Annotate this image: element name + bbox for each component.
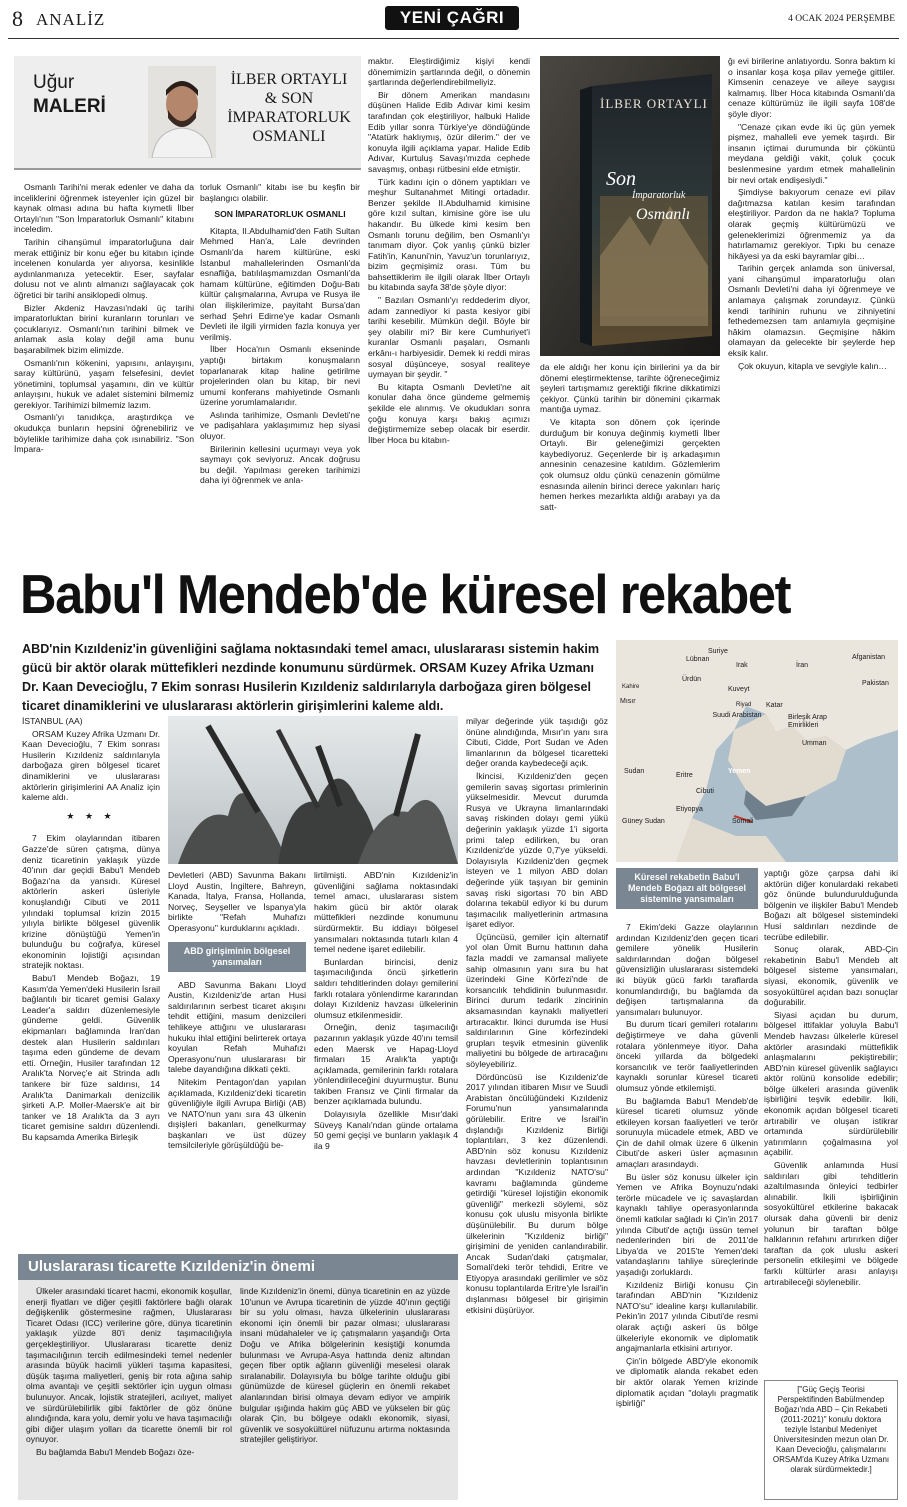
paragraph: Kızıldeniz Birliği konusu Çin tarafından ABD'nin "Kızıldeniz NATO'su" idealine karşı kullanılabilir. Pekin'in 2017 yılında Cibuti'de resmi olarak açtığı askeri üs bölge ülkeleriyle ekonomik ve diplomatik angajmanlarla etkisini artırıyor. bbox=[616, 1279, 758, 1354]
article-headline: Babu'l Mendeb'de küresel rekabet bbox=[20, 563, 791, 625]
column-text-col-1 bbox=[14, 182, 194, 560]
logo-text: YENİ ÇAĞRI bbox=[399, 8, 505, 27]
armed-fighters-image bbox=[168, 716, 458, 864]
region-map bbox=[616, 640, 898, 862]
paragraph: ABD Savunma Bakanı Lloyd Austin, Kızıldeniz'de artan Husi saldırılarının serbest ticaret akışını tehdit ettiğini, masum denizcileri tehlikeye attığını ve uluslararası hukuku ihlal ettiğini belirterek ortaya koyulan Refah Muhafızı Operasyonu'nun uluslararası bir talebe dayandığına dikkati çekti. bbox=[168, 979, 306, 1075]
paragraph: Ülkeler arasındaki ticaret hacmi, ekonomik koşullar, enerji fiyatları ve diğer çeşitli faktörlere bağlı olarak değişkenlik göstermesine rağmen, Uluslararası Ticaret Odası (ICC) verilerine göre, dünya ticaretinin yaklaşık yüzde 80'i deniz taşımacılığıyla gerçekleştiriliyor. Uluslararası ticarette deniz taşımacılığının tercih edilmesindeki temel nedenler arasında büyük hacimli yükleri taşıma kapasitesi, düşük taşıma maliyetleri, geniş bir rota ağına sahip olma avantajı ve çeşitli sektörler için uygun olması bulunuyor. Ancak, lojistik stratejileri, acılıyet, maliyet ve sürdürülebilirlik gibi faktörler de göz önüne alındığında, kara yolu, demir yolu ve hava taşımacılığı gibi diğer ulaşım yolları da ticarette önemli bir rol oynuyor. bbox=[26, 1286, 232, 1445]
middle-east-map bbox=[616, 640, 898, 862]
paragraph: Bir dönem Amerikan mandasını düşünen Halide Edib Adıvar kimi kesim tarafından çok eleştiriliyor, halbuki Halide Edib yıllar sonra Türkiye'ye döndüğünde "Atatürk haklıymış, özür dilerim." der ve konuyla ilgili açıklama yapar. Halide Edib Adıvar, Kurtuluş Savaşı'mızda cephede savaşmış, onbaşı rütbesini elde etmiştir. bbox=[368, 89, 530, 174]
column-title-line: & SON bbox=[264, 90, 314, 107]
paragraph: ORSAM Kuzey Afrika Uzmanı Dr. Kaan Devecioğlu, 7 Ekim sonrası Husilerin Kızıldeniz saldırılarıyla darboğaza giren bölgesel ticaret dinamiklerini ve uluslararası aktörlerin girişimlerini AA Analiz için kaleme aldı. bbox=[22, 728, 160, 803]
subheading: SON İMPARATORLUK OSMANLI bbox=[214, 209, 346, 220]
map-label-pakistan: Pakistan bbox=[862, 680, 889, 687]
paragraph: Birilerinin kellesini uçurmayı veya yok saymayı çok seviyoruz. Ancak doğrusu bu değil. Yapılması gereken tarihimizi daha iyi öğrenmek ve anla- bbox=[200, 443, 360, 486]
paragraph: Tarihin cihanşümul imparatorluğuna dair merak ettiğiniz bir konu eğer bu kitabın içinde incelenen konularda yer alıyorsa, kesinlikle aydınlanmanıza yetecektir. Eser, sayfalar dolusu not ve alıntı almanızı sağlayacak çok öğretici bir tarihi ansiklopedi olmuş. bbox=[14, 236, 194, 300]
author-first-name: Uğur bbox=[33, 72, 75, 93]
paragraph: Nitekim Pentagon'dan yapılan açıklamada, Kızıldeniz'deki ticaretin güvenliğiyle ilgili Avrupa Birliği (AB) ve NATO'nun yanı sıra 43 ülkenin dışişleri bakanları, genelkurmay başkanları ve üst düzey temsilcileriyle görüşüldüğü be- bbox=[168, 1076, 306, 1151]
paragraph: Tarihin gerçek anlamda son üniversal, yani cihanşümul imparatorluğu olan Osmanlı Devleti'ni daha iyi öğrenmeye ve anlamaya çalışmak zorundayız. Çünkü kendi tarihinin ruhunu ve zihniyetini fethedemezsen tam anlamıyla geçmişine hâkim olamazsın. Geçmişine hâkim olamayan da gelecekte bir şeylerde hep eksik kalır. bbox=[728, 263, 895, 359]
paragraph: yaptığı göze çarpsa dahi iki aktörün diğer konulardaki rekabeti göz önünde bulundurulduğunda bölgenin ve ilişkiler Babu'l Mendeb Boğazı alt bölgesel sistemindeki Husi saldırıları nezdinde de tecrübe edilebilir. bbox=[764, 868, 898, 942]
paragraph: ğı evi birilerine anlatıyordu. Sonra baktım ki o insanlar koşa koşa pilav yemeğe gittiler. Kimsenin cenazeye ve aileye saygısı kalmamış. İlber Hoca kitabında Osmanlı'da cenaze kültürümüz ile ilgili sayfa 108'de şöyle diyor: bbox=[728, 56, 895, 119]
map-label-somali: Somali bbox=[732, 818, 754, 825]
paragraph: 7 Ekim olaylarından itibaren Gazze'de süren çatışma, dünya deniz ticaretinin yaklaşık yüzde 40'ının dar geçidi Babu'l Mendeb Boğazı'na da yansıdı. Küresel aktörlerin askeri üsleriyle konuşlandığı Cibuti ve 2011 yılındaki toplumsal krizin 2015 yılıyla birlikte bölgesel güvenlik krizine dönüştüğü Yemen'in bulunduğu bu coğrafya, küresel ekonominin lojistiği açısından stratejik noktası. bbox=[22, 833, 160, 971]
article-col-6 bbox=[764, 868, 898, 1368]
author-photo bbox=[148, 66, 216, 158]
paragraph: da ele aldığı her konu için birilerini ya da bir dönemi eleştirmektense, tarihte öğreneceğimiz şeyleri tartışmamız gerektiği fikrine dikkatimizi çekiyor. Çünkü tarihin bir dönemini çıkarmak mantığa uymaz. bbox=[540, 362, 720, 415]
paragraph: Bu üsler söz konusu ülkeler için Yemen ve Afrika Boynuzu'ndaki terörle mücadele ve iç savaşlardan kaynaklı tahliye operasyonlarında önemli katkılar sağladı ki Çin'in 2017 yılında Cibuti'de açtığı üssün temel nedenlerinden biri de 2011'de Libya'da ve 2015'te Yemen'deki vatandaşlarını tahliye süreçlerinde yaşadığı zorluklardı. bbox=[616, 1171, 758, 1277]
paragraph: Babu'l Mendeb Boğazı, 19 Kasım'da Yemen'deki Husilerin İsrail bağlantılı bir ticaret gemisi Galaxy Leader'a saldırı düzenlemesiyle gündeme geldi. Güvenlik ekipmanları bağlamında İran'dan destek alan Husilerin saldırıları taşıma eden gündeme de devam etti. Örneğin, Husiler tarafından 12 Aralık'ta Norveç'e ait Strinda adlı tankere bir füze saldırısı, 14 Aralık'ta Danimarkalı denizcilik şirketi A.P. Moller-Maersk'e ait bir tanker ve 18 Aralık'ta da 3 ayrı ticaret gemisine saldırı düzenlendi. Bu kapsamda Amerika Birleşik bbox=[22, 973, 160, 1142]
column-text-col-5 bbox=[728, 56, 895, 560]
paragraph: İlber Hoca'nın Osmanlı ekseninde yaptığı birtakım konuşmaların toparlanarak kitap haline getirilme projelerinden olan bu kitap, bir nevi umumi konferans mahiyetinde Osmanlı üzerine yorumlamalarıdır. bbox=[200, 344, 360, 408]
paragraph: Şimdiyse bakıyorum cenaze evi pilav dağıtmazsa katılan kesim tarafından eleştiriliyor. Pardon da ne hakla? Topluma olarak geçmiş kültürümüzü ve geleneklerimizi öğrenmemiz ya da hatırlamamız gerekiyor. Tıpkı bu cenaze hikâyesi ya da eski bayramlar gibi… bbox=[728, 187, 895, 261]
paragraph: Siyasi açıdan bu durum, bölgesel ittifaklar yoluyla Babu'l Mendeb havzası ülkelerle küresel aktörler arasındaki müttefiklik anlaşmalarını pekiştirebilir; ABD'nin küresel güvenlik sağlayıcı aktör rolünü konsolide edebilir; bölge ülkeleri arasında güvenlik işbirliğini teşvik edebilir. İkili, ekonomik açıdan bölgesel ticareti artırabilir ve oluşan istikrar ortamında sürdürülebilir yatırımların çoğalmasına yol açabilir. bbox=[764, 1009, 898, 1158]
paragraph: Aslında tarihimize, Osmanlı Devleti'ne ve padişahlara yaklaşımımız hep siyasi oluyor. bbox=[200, 409, 360, 442]
map-label-yemen: Yemen bbox=[728, 768, 751, 775]
page-number: 8 bbox=[12, 6, 23, 31]
article-col-2 bbox=[168, 870, 306, 1246]
book-title-2: İmparatorluk bbox=[632, 190, 686, 201]
section-caption-bar: ABD girişiminin bölgesel yansımaları bbox=[168, 942, 306, 972]
map-label-eritre: Eritre bbox=[676, 772, 693, 779]
paragraph: maktır. Eleştirdiğimiz kişiyi kendi dönemimizin şartlarında değil, o dönemin şartlarında değerlendirebilmeliyiz. bbox=[368, 56, 530, 88]
map-label-kahire: Kahire bbox=[622, 684, 640, 690]
map-label-riyad: Riyad bbox=[736, 702, 752, 708]
paragraph: Osmanlı'yı tanıdıkça, araştırdıkça ve okudukça bunların hepsini öğrenebiliriz ve böylelikle tarihimize daha çok ısınabiliriz. "Son İmpara- bbox=[14, 412, 194, 455]
map-label-etiyopya: Etiyopya bbox=[676, 806, 703, 813]
article-col-4 bbox=[466, 716, 608, 1502]
map-label-bae: Birleşik Arap Emirlikleri bbox=[788, 714, 827, 729]
author-footnote: ["Güç Geçiş Teorisi Perspektifinden Babülmendep Boğazı'nda ABD – Çin Rekabeti (2011-2021)" konulu doktora teziyle İstanbul Medeniyet Üniversitesinden mezun olan Dr. Kaan Devecioğlu, çalışmalarını ORSAM'da Kuzey Afrika Uzmanı olarak sürdürmektedir.] bbox=[772, 1385, 890, 1474]
map-label-umman: Umman bbox=[802, 740, 827, 747]
paragraph: Türk kadını için o dönem yaptıkları ve meşhur Sultanahmet Mitingi ortadadır. Benzer şekilde II.Abdulhamid kimisine göre kızıl sultan, kimisine göre ise ulu hakandır. Bu ülkede kimi kesim ben Osmanlı torunu değilim, ben Osmanlı'yı tanımam diyor. Çok yanlış çünkü bizler Fatih'in, Kanuni'nin, Yavuz'un torunlarıyız, bizim geçmişimiz orası. Tüm bu bahsettiklerim ile ilgili olarak İlber Ortaylı bu kitabında sayfa 38'de şöyle diyor: bbox=[368, 176, 530, 293]
paragraph: milyar değerinde yük taşıdığı göz önüne alındığında, Mısır'ın yanı sıra Cibuti, Cidde, Port Sudan ve Aden limanlarının da bölgesel ticaretteki değer oranda kaybedeceği açık. bbox=[466, 716, 608, 769]
paragraph: İkincisi, Kızıldeniz'den geçen gemilerin savaş sigortası primlerinin yükselmesidir. Mevcut durumda Rusya ve Ukrayna limanlarındaki savaş riskinden dolayı gemi yükü değerinin yaklaşık yüzde 1'i sigorta primi talep edilirken, bu oran Kızıldeniz'de yüzde 0,7'ye yükseldi. Dolayısıyla Kızıldeniz'den geçmek isteyen ve 1 milyon ABD doları değerinde yük taşıyan bir geminin savaş riski sigortası 70 bin ABD dolarına tekabül ediyor ki bu durum taşımacılık maliyetlerinin artmasına işaret ediyor. bbox=[466, 770, 608, 930]
paragraph: Bu bağlamda Babu'l Mendeb'de küresel ticareti olumsuz yönde etkileyen korsan faaliyetleri ve terör sorunuyla mücadele etmek, ABD ve Çin de dahil olmak üzere 6 ülkenin Cibuti'de askeri üsler açmasının amaçları arasındaydı. bbox=[616, 1095, 758, 1170]
paragraph: torluk Osmanlı" kitabı ise bu keşfin bir başlangıcı olabilir. bbox=[200, 182, 360, 203]
map-label-guney-sudan: Güney Sudan bbox=[622, 818, 665, 825]
paragraph: Devletleri (ABD) Savunma Bakanı Lloyd Austin, İngiltere, Bahreyn, Kanada, İtalya, Fransa, Hollanda, Norveç, Seyşeller ve İspanya'yla birlikte "Refah Muhafızı Operasyonu" kurduklarını açıkladı. bbox=[168, 870, 306, 933]
article-col-3 bbox=[314, 870, 458, 1246]
info-box-col-1 bbox=[26, 1286, 232, 1498]
info-box-col-2 bbox=[240, 1286, 450, 1498]
paragraph: 7 Ekim'deki Gazze olaylarının ardından Kızıldeniz'den geçen ticari gemilere yönelik Husilerin saldırılarından doğan bölgesel güvensizliğin uluslararası sistemdeki iki büyük gücü farklı taraflarda konumlandırdığı, bu bağlamda da değişen tartışmalarına da yansımaları bulunuyor. bbox=[616, 922, 758, 1017]
map-label-kuveyt: Kuveyt bbox=[728, 686, 750, 693]
book-title-1: Son bbox=[606, 168, 636, 190]
paragraph: Osmanlı Tarihi'ni merak edenler ve daha da inceliklerini öğrenmek isteyenler için güzel bir kaynak olması adına bu hafta kıymetli İlber Ortaylı'nın "Son İmparatorluk Osmanlı" kitabını inceledim. bbox=[14, 182, 194, 235]
map-label-sudan: Sudan bbox=[624, 768, 645, 775]
column-title bbox=[224, 70, 354, 146]
info-box-title-bar bbox=[18, 1254, 458, 1280]
paragraph: Ve kitapta son dönem çok içerinde durduğum bir konuya değinmiş kıymetli İlber Ortaylı. Bir geleneğimizi gerçekten kaybediyoruz. Geçenlerde bir iş arkadaşımın annesinin cenazesine katıldım. Gözlemlerim çok olumsuz oldu çünkü cenazenin gömülme esnasında ailenin birinci derece yakınları hariç hemen herkes mezarlıkta aldığı arabayı ya da satt- bbox=[540, 416, 720, 512]
author-last-name: MALERİ bbox=[33, 96, 106, 117]
column-title-line: İLBER ORTAYLI bbox=[230, 71, 348, 88]
paragraph: linde Kızıldeniz'in önemi, dünya ticaretinin en az yüzde 10'unun ve Avrupa ticaretinin de yüzde 40'ının geçtiği bir su yolu olması, havza ülkelerinin uluslararası ekonomi için önemli bir pazar olması; uluslararası insani müdahaleler ve iç çatışmaların yaşandığı Orta Doğu ve Afrika bölgelerinin kesiştiği konumda bulunması ve Avrupa-Asya hattında deniz altından geçen fiber optik ağların güvenliği meselesi olarak sıralanabilir. Dolayısıyla bu bölge tarihte olduğu gibi günümüzde de küresel güçlerin en önemli rekabet alanlarından birisi olmaya devam ediyor ve ampirik bulgular ışığında hakim güç ABD ve yükselen bir güç olarak Çin, bu bölgeye odaklı ekonomik, siyasi, güvenlik ve sosyokültürel nüfuzunu artırma noktasında stratejiler geliştiriyor. bbox=[240, 1286, 450, 1445]
column-title-line: OSMANLI bbox=[252, 128, 326, 145]
map-label-afganistan: Afganistan bbox=[852, 654, 886, 661]
article-lead: ABD'nin Kızıldeniz'in güvenliğini sağlama noktasındaki temel amacı, uluslararası sistemin hakim gücü bir aktör olarak müttefikleri nezdinde konumunu sürdürmek. ORSAM Kuzey Afrika Uzmanı Dr. Kaan Devecioğlu, 7 Ekim sonrası Husilerin Kızıldeniz saldırılarıyla darboğaza giren bölgesel ticaret dinamiklerini ve uluslararası aktörlerin girişimlerini kaleme aldı. bbox=[22, 642, 600, 713]
book-photo bbox=[540, 56, 720, 356]
author-portrait-icon bbox=[148, 66, 216, 158]
column-text-col-2 bbox=[200, 182, 360, 560]
paragraph: Örneğin, deniz taşımacılığı pazarının yaklaşık yüzde 40'ını temsil eden Maersk ve Hapag-Lloyd firmaları 15 Aralık'ta yaptığı açıklamada, gemilerinin farklı rotalara yönlendirileceğini duyurmuştur. Bunu takiben Fransız ve Çinli firmalar da benzer açıklamada bulundu. bbox=[314, 1022, 458, 1107]
separator-stars: ★ ★ ★ bbox=[66, 810, 116, 821]
paragraph: Dördüncüsü ise Kızıldeniz'de 2017 yılından itibaren Mısır ve Suudi Arabistan öncülüğündeki Kızıldeniz Forumu'nun yansımalarında görülebilir. Eritre ve İsrail'in dışlandığı Kızıldeniz Birliği toplantıları, 3 kez düzenlendi. ABD'nin söz konusu Kızıldeniz havzası devletlerinin toplantısının ardından "Kızıldeniz NATO'su" kavramı bağlamında gündeme getirdiği "küresel lojistiğin ekonomik güvenliği" merkezli söylemi, söz konusu çok uluslu misyonla birlikte düşünülebilir. Bu durum bölge ülkelerinin "Kızıldeniz birliği" girişimini de yeniden canlandırabilir. Ancak Sudan'daki çatışmalar, Somali'deki terör tehdidi, Eritre ve Etiyopya arasındaki gerilimler ve söz konusu toplantılarda Eritre'yle İsrail'in dışlanması bölgesel bir girişimin etkisini düşürüyor. bbox=[466, 1071, 608, 1315]
map-label-suriye: Suriye bbox=[708, 648, 728, 655]
column-text-col-4 bbox=[540, 362, 720, 560]
paragraph: lirtilmişti. ABD'nin Kızıldeniz'in güvenliğini sağlama noktasındaki temel amacı, uluslararası sistem hakim gücü bir aktör olarak müttefikleri nezdinde konumunu sürdürmektir. Bu iddiayı bölgesel yansımaları noktasında tutarlı kılan 4 temel nedene işaret edilebilir. bbox=[314, 870, 458, 955]
map-label-katar: Katar bbox=[766, 702, 783, 709]
column-text-col-3 bbox=[368, 56, 530, 560]
paragraph: Üçüncüsü, gemiler için alternatif yol olan Ümit Burnu hattının daha fazla maddi ve zamansal maliyete sahip olmasının yanı sıra bu hat üzerindeki Gine Körfezi'nde de korsancılık tehdidinin bulunmasıdır. Birinci durum tedarik zincirinin aksamasından kaynaklı maliyetleri artıracaktır. İkinci durumda ise Husi saldırılarının Gine körfezindeki grupları teşvik etmesinin güvenlik maliyetini bu bölgede de artıracağını söyleyebiliriz. bbox=[466, 931, 608, 1069]
map-label-misir: Mısır bbox=[620, 698, 636, 705]
newspaper-logo bbox=[385, 6, 519, 30]
header-rule bbox=[8, 38, 899, 39]
author-footnote-box bbox=[764, 1380, 898, 1500]
map-label-lubnan: Lübnan bbox=[686, 656, 710, 663]
paragraph: Sonuç olarak, ABD-Çin rekabetinin Babu'l Mendeb alt bölgesel sisteme yansımaları, siyasi, ekonomik, güvenlik ve sosyokültürel açıdan bazı sonuçlar doğurabilir. bbox=[764, 944, 898, 1008]
column-title-line: İMPARATORLUK bbox=[227, 109, 351, 126]
info-box-title: Uluslararası ticarette Kızıldeniz'in önemi bbox=[28, 1258, 315, 1275]
dateline: İSTANBUL (AA) bbox=[22, 716, 83, 726]
book-title-3: Osmanlı bbox=[636, 206, 691, 223]
map-label-cibuti: Cibuti bbox=[696, 788, 714, 795]
fighters-photo bbox=[168, 716, 458, 864]
map-caption: Küresel rekabetin Babu'l Mendeb Boğazı alt bölgesel sistemine yansımaları bbox=[616, 868, 758, 909]
paragraph: Çok okuyun, kitapla ve sevgiyle kalın… bbox=[738, 360, 888, 371]
paragraph: " Bazıları Osmanlı'yı reddederim diyor, adam zannediyor ki pasta kesiyor gibi tarihi kesebilir. Mümkün değil. Böyle bir şey olabilir mi? Bir kere Cumhuriyet'i kuranlar Osmanlı paşaları, Osmanlı erkânı-ı harbiyesidir. Demek ki reddi miras sosyal düşünceye, sosyal realiteye uymayan bir şeydir. " bbox=[368, 295, 530, 380]
paragraph: Güvenlik anlamında Husi saldırıları gibi tehditlerin azaltılmasında önleyici tedbirler alınabilir. İkili işbirliğinin sosyokültürel etkilerine bakacak olursak daha güvenli bir deniz yolunun bir taraftan bölge halklarının refahını artırırken diğer taraftan da çok uluslu askeri personelin etkileşimi ve bölgede farklı kültürler arası anlayışı artırabileceği söylenebilir. bbox=[764, 1160, 898, 1287]
paragraph: Bu bağlamda Babu'l Mendeb Boğazı öze- bbox=[36, 1446, 195, 1457]
map-label-urdun: Ürdün bbox=[682, 676, 702, 683]
map-label-iran: İran bbox=[796, 662, 809, 669]
page-header bbox=[0, 0, 907, 36]
paragraph: "Cenaze çıkan evde iki üç gün yemek pişmez, mahalleli eve yemek taşırdı. Bir insanın içtimai durumunda bir çöküntü meydana geldiği vakit, çoluk çocuk beslenmesine yardım etmek mahallelinin bir nevi ortak endişesiydi." bbox=[728, 121, 895, 185]
paragraph: Çin'in bölgede ABD'yle ekonomik ve diplomatik alanda rekabet eden bir aktör olarak Yemen krizinde diplomatik açıdan "dolaylı pragmatik işbirliği" bbox=[616, 1355, 758, 1409]
map-label-irak: Irak bbox=[736, 662, 748, 669]
article-col-1 bbox=[22, 716, 160, 1246]
paragraph: Bu kitapta Osmanlı Devleti'ne ait konular daha önce gündeme gelmemiş şekilde ele alınmış. Ve okudukları sonra çoğu konuya karşı bakış açımızı değiştirmemize sebep olacak bir eserdir. İlber Hoca bu kitabın- bbox=[368, 381, 530, 445]
paragraph: Kitapta, II.Abdulhamid'den Fatih Sultan Mehmed Han'a, Lale devrinden Osmanlı'da harem kültürüne, eski İstanbul mahallelerinden Osmanlı'da esnafliğa, batılılaşmamızdan Osmanlı'da hamam kültürüne, eğitimden Doğu-Batı kültür çalışmalarına, Avrupa ve Rusya ile olan ilişkilerimize, payitaht Bursa'dan serhad Şehri Edirne'ye kadar Osmanlı Devleti ile ilgili yirmiden fazla konuya yer verilmiş. bbox=[200, 225, 360, 342]
paragraph: Bizler Akdeniz Havzası'ndaki üç tarihi imparatorluktan birini kuranların torunları ve çocuklarıyız. Osmanlı'nın tarihini bilmek ve anlamak asla kolay değil ama bunu başarabilmek bizim elimizde. bbox=[14, 302, 194, 355]
article-col-5 bbox=[616, 922, 758, 1502]
issue-date: 4 OCAK 2024 PERŞEMBE bbox=[788, 14, 895, 24]
paragraph: Dolayısıyla özellikle Mısır'daki Süveyş Kanalı'ndan günde ortalama 50 gemi geçişi ve bunların yaklaşık 4 ila 9 bbox=[314, 1109, 458, 1151]
map-label-suudi: Suudi Arabistan bbox=[712, 712, 762, 719]
book-author: İLBER ORTAYLI bbox=[600, 96, 708, 111]
paragraph: Bu durum ticari gemileri rotalarını değiştirmeye ve daha güvenli rotalara yönlenmeye itiyor. Daha önceki yıllarda da bölgedeki korsancılık ve terör faaliyetlerinden kaynaklı sorunlar küresel ticareti olumsuz yönde etkilemişti. bbox=[616, 1019, 758, 1093]
paragraph: Osmanlı'nın kökenini, yapısını, anlayışını, saray kültürünü, yaşam felsefesini, devlet yönetimini, toplumsal yaşamını, din ve kültür anlayışını, hukuk ve adalet sistemini bilmemiz gerekiyor. Tarihimizi bilmemiz lazım. bbox=[14, 357, 194, 410]
section-name: ANALİZ bbox=[36, 10, 106, 29]
paragraph: Bunlardan birincisi, deniz taşımacılığında öncü şirketlerin saldırı tehditlerinden dolayı gemilerini farklı rotalara yönlendirme kararından dolayı Kızıldeniz havzası ülkelerinin olumsuz etkilenmesidir. bbox=[314, 956, 458, 1020]
